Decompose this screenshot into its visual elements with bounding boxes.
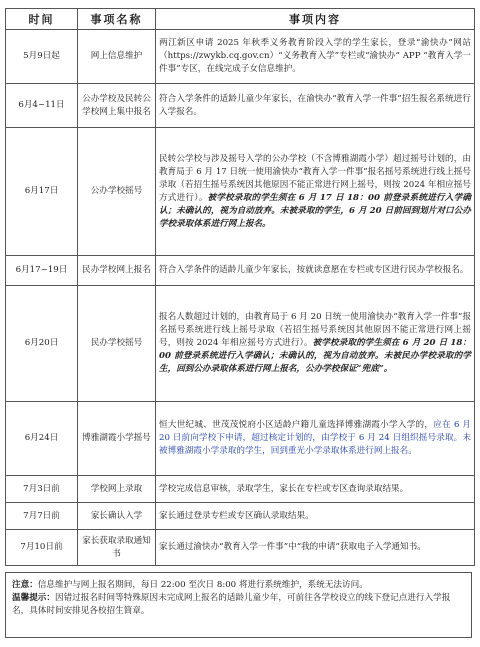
row-content-normal: 报名人数超过计划的，由教育局于 6 月 20 日统一使用渝快办“教育入学一件事”报名摇号系统进行线上摇号录取（若招生摇号系统因其他原因不能正常进行网上摇号，则按 2024 年相应摇号方式进行）。 — [159, 312, 471, 348]
row-content: 家长通过登录专栏或专区确认录取结果。 — [156, 503, 475, 530]
notes-box — [5, 572, 472, 638]
note-tip-text: 因错过报名时间等特殊原因未完成网上报名的适龄儿童少年，可前往各学校设立的线下登记点进行入学报名，具体时间安排见各校招生简章。 — [12, 593, 451, 616]
row-date: 6月20日 — [6, 286, 78, 402]
note-attention-text: 信息维护与网上报名期间，每日 22:00 至次日 8:00 将进行系统维护，系统无法访问。 — [37, 580, 368, 590]
row-content-emphasis: 应在 6 月 20 日前向学校下申请，超过核定计划的，由学校于 6 月 24 日组织摇号录取。未被博雅湖霞小学录取的学生，回到重光小学录取体系进行网上报名。 — [159, 420, 471, 456]
header-date: 时间 — [6, 9, 78, 30]
header-item: 事项名称 — [78, 9, 156, 30]
row-item: 学校网上录取 — [78, 476, 156, 503]
row-content-emphasis: 被学校录取的学生须在 6 月 20 日 18：00 前登录系统进行入学确认；未确认的，视为自动放弃。未被民办学校录取的学生，回到公办录取体系进行网上报名，公办学校保证“兜底”。 — [159, 338, 472, 374]
enrollment-schedule-table — [5, 8, 475, 566]
table-row — [6, 402, 475, 476]
row-date: 7月3日前 — [6, 476, 78, 503]
table-row — [6, 30, 475, 84]
row-item: 网上信息维护 — [78, 30, 156, 84]
row-item: 家长确认入学 — [78, 503, 156, 530]
note-attention-label: 注意： — [12, 580, 38, 590]
row-content: 学校完成信息审核，录取学生，家长在专栏或专区查询录取结果。 — [156, 476, 475, 503]
row-item: 家长获取录取通知书 — [78, 530, 156, 566]
table-row — [6, 530, 475, 566]
table-row — [6, 476, 475, 503]
row-item: 民办学校网上报名 — [78, 256, 156, 286]
row-date: 7月7日前 — [6, 503, 78, 530]
row-date: 6月17~19日 — [6, 256, 78, 286]
row-date: 7月10日前 — [6, 530, 78, 566]
row-date: 6月4~11日 — [6, 84, 78, 128]
row-content — [156, 286, 475, 402]
row-content — [156, 128, 475, 256]
row-item: 民办学校摇号 — [78, 286, 156, 402]
row-content: 符合入学条件的适龄儿童少年家长，在渝快办“教育入学一件事”招生报名系统进行入学报名。 — [156, 84, 475, 128]
row-item: 博雅湖霞小学摇号 — [78, 402, 156, 476]
table-row — [6, 286, 475, 402]
row-date: 6月17日 — [6, 128, 78, 256]
table-header-row — [6, 9, 475, 30]
row-content: 符合入学条件的适龄儿童少年家长，按就读意愿在专栏或专区进行民办学校报名。 — [156, 256, 475, 286]
row-content: 家长通过渝快办“教育入学一件事”中“我的申请”获取电子入学通知书。 — [156, 530, 475, 566]
row-content: 两江新区申请 2025 年秋季义务教育阶段入学的学生家长，登录“渝快办”网站（https://zwykb.cq.gov.cn）“义务教育入学”专栏或“渝快办” APP “教育入学一件事”专区，在线完成子女信息维护。 — [156, 30, 475, 84]
row-content-normal: 民转公学校与涉及摇号入学的公办学校（不含博雅湖霞小学）超过摇号计划的，由教育局于 6 月 17 日统一使用渝快办“教育入学一件事”报名摇号系统进行线上摇号录取（若招生摇号系统因其他原因不能正常进行网上摇号，则按 2024 年相应摇号方式进行）。 — [159, 153, 471, 203]
note-tip-label: 温馨提示： — [12, 593, 55, 603]
note-attention — [12, 579, 465, 592]
table-row — [6, 128, 475, 256]
table-row — [6, 256, 475, 286]
row-item: 公办学校摇号 — [78, 128, 156, 256]
row-date: 5月9日起 — [6, 30, 78, 84]
row-date: 6月24日 — [6, 402, 78, 476]
table-row — [6, 84, 475, 128]
table-row — [6, 503, 475, 530]
row-item: 公办学校及民转公学校网上集中报名 — [78, 84, 156, 128]
row-content — [156, 402, 475, 476]
row-content-emphasis: 被学校录取的学生须在 6 月 17 日 18：00 前登录系统进行入学确认；未确认的，视为自动放弃。未被录取的学生，6 月 20 日前回到划片对口公办学校录取体系进行网上报名。 — [159, 192, 472, 229]
note-tip — [12, 592, 465, 618]
row-content-normal: 恒大世纪城、世茂茂悦府小区适龄户籍儿童选择博雅湖霞小学入学的， — [159, 420, 434, 430]
header-content: 事项内容 — [156, 9, 475, 30]
